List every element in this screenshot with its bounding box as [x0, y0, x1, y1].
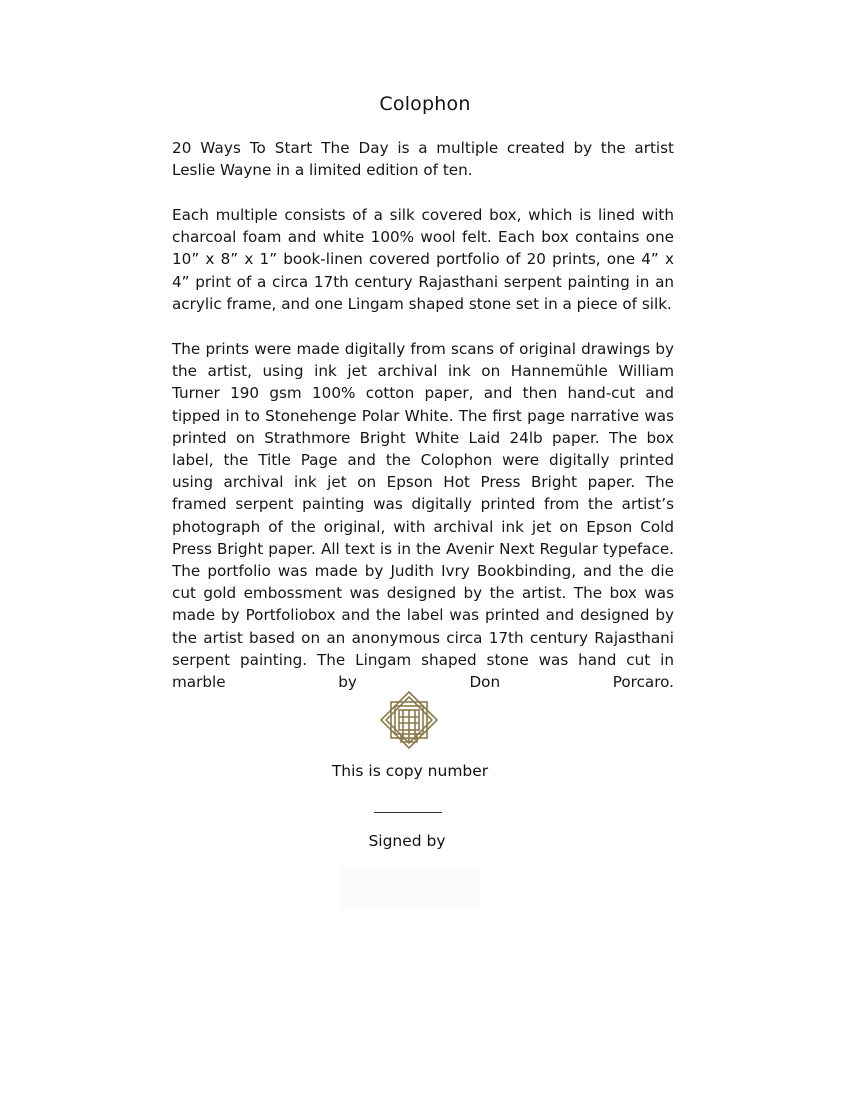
production-paragraph: The prints were made digitally from scans of original drawings by the artist, using ink jet archival ink on Hannemühle William Turner 190 gsm 100% cotton paper, and then hand-cut and tipped in to Stonehenge Polar White. The first page narrative was printed on Strathmore Bright White Laid 24lb paper. The box label, the Title Page and the Colophon were digitally printed using archival ink jet on Epson Hot Press Bright paper. The framed serpent painting was digitally printed from the artist’s photograph of the original, with archival ink jet on Epson Cold Press Bright paper. All text is in the Avenir Next Regular typeface. The portfolio was made by Judith Ivry Bookbinding, and the die cut gold embossment was designed by the artist. The box was made by Portfoliobox and the label was printed and designed by the artist based on an anonymous circa 17th century Rajasthani serpent painting. The Lingam shaped stone was hand cut in marble by Don Porcaro. — [172, 340, 674, 692]
book-title: 20 Ways To Start The Day — [172, 139, 389, 157]
copy-number-line — [374, 812, 442, 813]
copy-number-label: This is copy number — [331, 762, 489, 780]
signature-area — [340, 866, 480, 910]
page-title: Colophon — [379, 93, 471, 115]
intro-paragraph — [172, 137, 674, 181]
intro-text: is a multiple created by the artist Leslie Wayne in a limited edition of ten. — [172, 139, 674, 180]
signed-by-label: Signed by — [368, 832, 446, 850]
gold-emblem-icon — [379, 690, 439, 750]
contents-paragraph: Each multiple consists of a silk covered box, which is lined with charcoal foam and white 100% wool felt. Each box contains one 10” x 8” x 1” book-linen covered portfolio of 20 prints, one 4” x 4” print of a circa 17th century Rajasthani serpent painting in an acrylic frame, and one Lingam shaped stone set in a piece of silk. — [172, 206, 674, 313]
